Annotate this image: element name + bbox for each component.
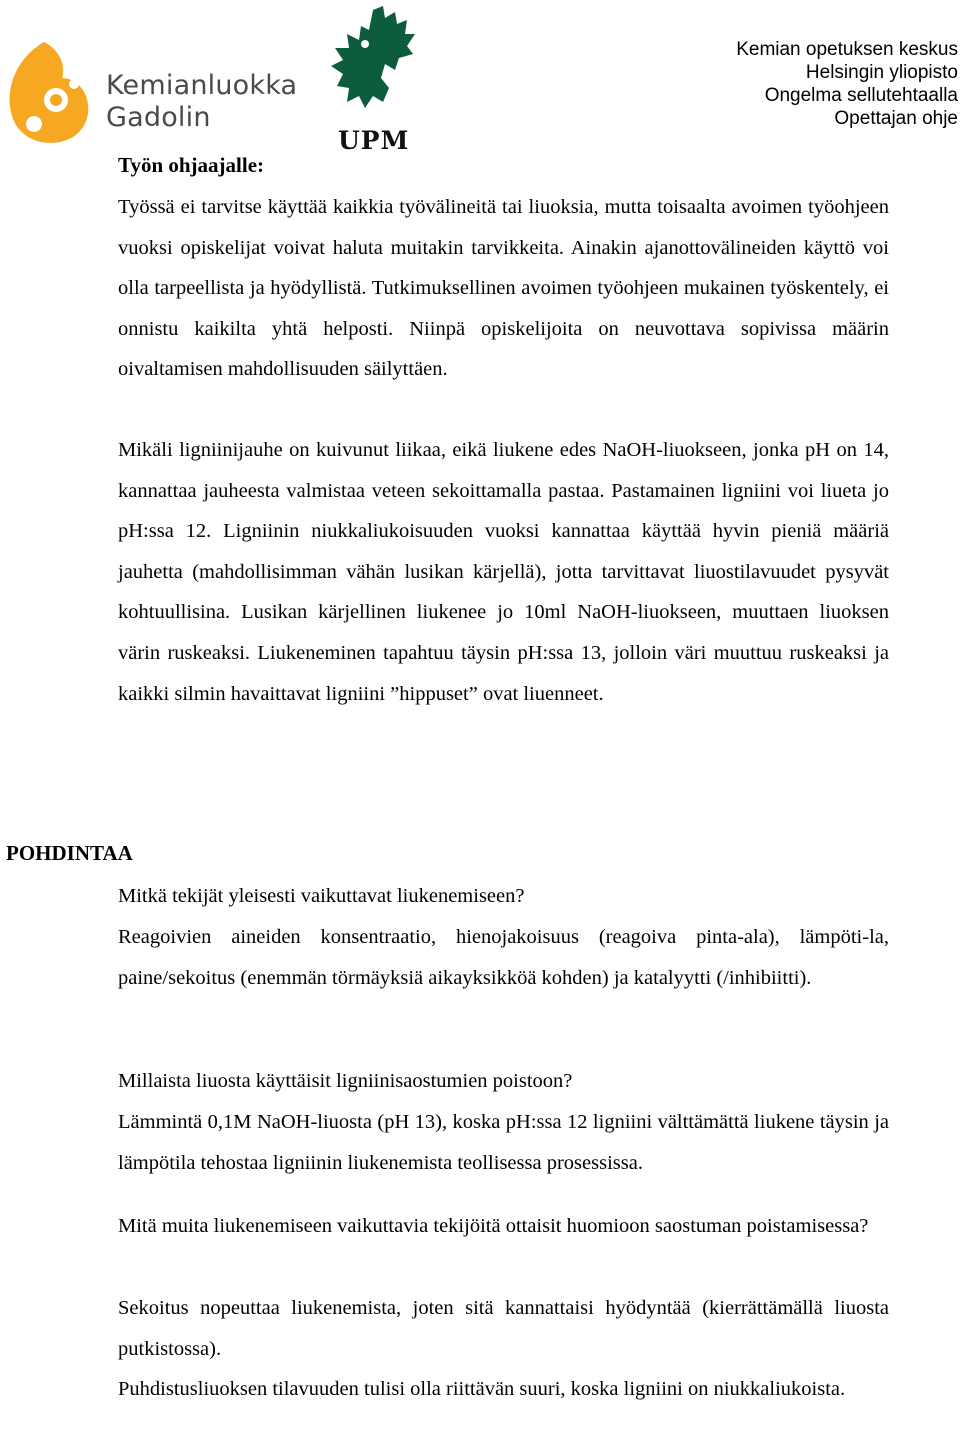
gadolin-logo: [4, 38, 298, 148]
header-department: Kemian opetuksen keskus: [736, 39, 958, 60]
gadolin-mark-icon: [4, 38, 92, 148]
gadolin-brand-line2: Gadolin: [106, 102, 211, 133]
upm-wordmark: UPM: [338, 126, 410, 155]
header-doc-type: Opettajan ohje: [834, 108, 958, 129]
question-2: Millaista liuosta käyttäisit ligniinisaostumien poistoon?: [118, 1070, 573, 1092]
question-1: Mitkä tekijät yleisesti vaikuttavat liukenemiseen?: [118, 885, 525, 907]
supervisor-heading: Työn ohjaajalle:: [118, 153, 265, 177]
question-3: Mitä muita liukenemiseen vaikuttavia tekijöitä ottaisit huomioon saostuman poistamisessa?: [118, 1215, 869, 1237]
answer-2: Lämmintä 0,1M NaOH-liuosta (pH 13), koska pH:ssa 12 ligniini välttämättä liukene täysin ja lämpötila tehostaa ligniinin liukenemista teollisessa prosessissa.: [118, 1111, 889, 1174]
header-title: Ongelma sellutehtaalla: [764, 85, 958, 106]
header-university: Helsingin yliopisto: [805, 62, 958, 83]
supervisor-paragraph-1: Työssä ei tarvitse käyttää kaikkia työvälineitä tai liuoksia, mutta toisaalta avoimen työohjeen vuoksi opiskelijat voivat haluta muitakin tarvikkeita. Ainakin ajanottovälineiden käyttö voi olla tarpeellista ja hyödyllistä. Tutkimuksellinen avoimen työohjeen mukainen työskentely, ei onnistu kaikilta yhtä helposti. Niinpä opiskelijoita on neuvottava sopivissa määrin oivaltamisen mahdollisuuden säilyttäen.: [118, 196, 889, 381]
pohdintaa-heading: POHDINTAA: [6, 841, 133, 865]
answer-3a: Sekoitus nopeuttaa liukenemista, joten sitä kannattaisi hyödyntää (kierrättämällä liuosta putkistossa).: [118, 1297, 889, 1360]
answer-3b: Puhdistusliuoksen tilavuuden tulisi olla riittävän suuri, koska ligniini on niukkaliukoista.: [118, 1378, 846, 1400]
upm-griffin-icon: [325, 4, 417, 114]
answer-1: Reagoivien aineiden konsentraatio, hienojakoisuus (reagoiva pinta-ala), lämpöti-la, paine/sekoitus (enemmän törmäyksiä aikayksikköä kohden) ja katalyytti (/inhibiitti).: [118, 926, 889, 989]
supervisor-paragraph-2: Mikäli ligniinijauhe on kuivunut liikaa, eikä liukene edes NaOH-liuokseen, jonka pH on 14, kannattaa jauheesta valmistaa veteen sekoittamalla pastaa. Pastamainen ligniini voi liueta jo pH:ssa 12. Ligniinin niukkaliukoisuuden vuoksi kannattaa käyttää hyvin pieniä määriä jauhetta (mahdollisimman vähän lusikan kärjellä), jotta tarvittavat liuostilavuudet pysyvät kohtuullisina. Lusikan kärjellinen liukenee jo 10ml NaOH-liuokseen, muuttaen liuoksen värin ruskeaksi. Liukeneminen tapahtuu täysin pH:ssa 13, jolloin väri muuttuu ruskeaksi ja kaikki silmin havaittavat ligniini ”hippuset” ovat liuenneet.: [118, 439, 889, 705]
upm-logo: [320, 4, 420, 154]
document-header: [736, 38, 958, 130]
gadolin-brand-line1: Kemianluokka: [106, 70, 298, 101]
